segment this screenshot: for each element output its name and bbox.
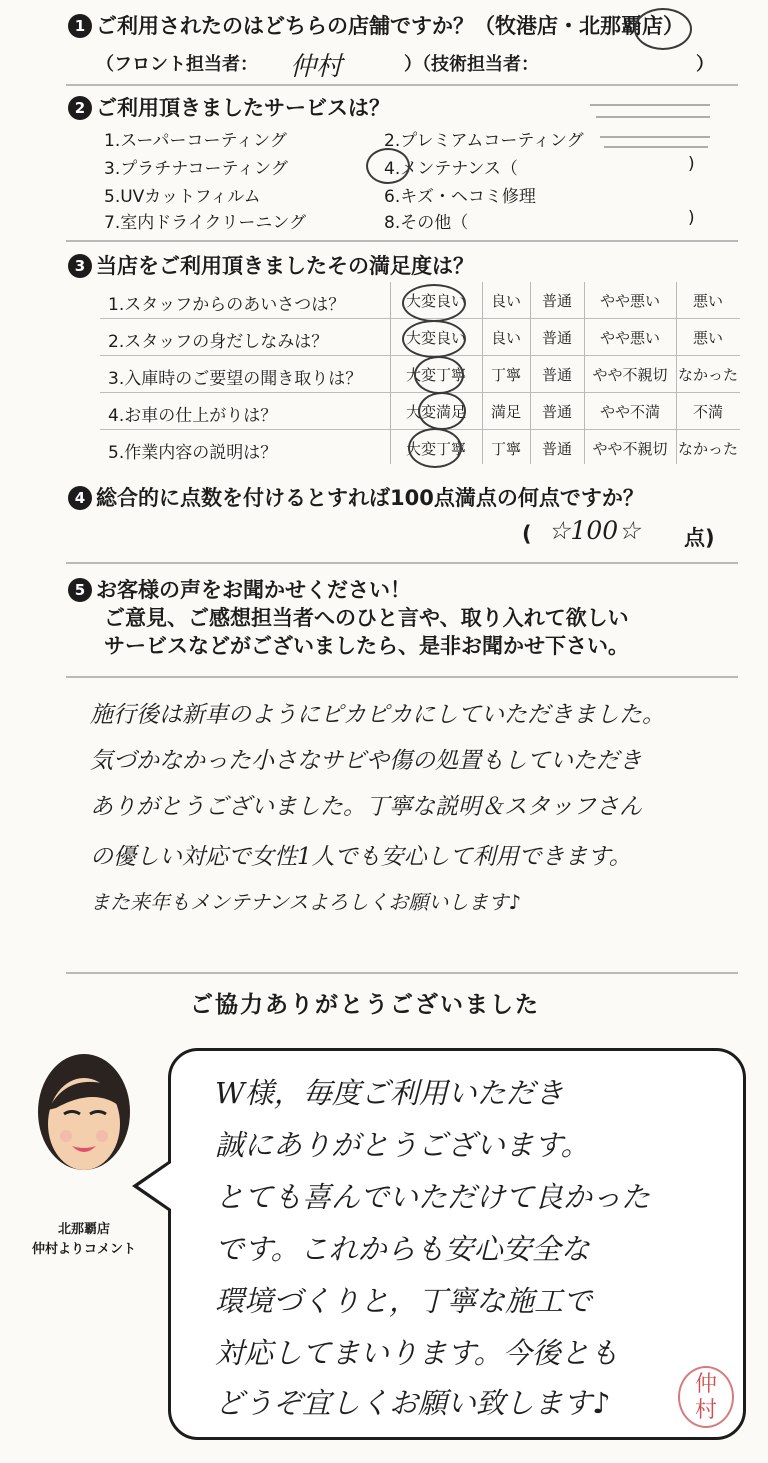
rating-option: 良い <box>490 292 521 310</box>
rating-circle-mark <box>418 392 466 430</box>
reply-line: 対応してまいります。今後とも <box>215 1336 619 1370</box>
cheek <box>96 1130 108 1142</box>
rating-option: 良い <box>490 329 521 347</box>
q1-question <box>68 10 684 40</box>
service-option-4: 4.メンテナンス（ <box>384 159 518 179</box>
rating-option: なかった <box>677 366 738 384</box>
grid-divider <box>530 282 531 464</box>
customer-comment-line: また来年もメンテナンスよろしくお願いします♪ <box>90 890 522 914</box>
rating-option: 普通 <box>541 292 572 310</box>
service-option-8-close: ) <box>688 208 695 228</box>
staff-caption: 仲村よりコメント <box>32 1242 137 1257</box>
reply-line: とても喜んでいただけて良かった <box>215 1180 651 1214</box>
divider-1 <box>66 84 738 86</box>
rating-option: 普通 <box>541 329 572 347</box>
q2-question <box>68 92 390 122</box>
front-staff-label: （フロント担当者： <box>96 54 258 75</box>
rating-option: やや不親切 <box>592 366 668 384</box>
reply-line: W様，毎度ご利用いただき <box>215 1076 564 1110</box>
reply-line: です。これからも安心安全な <box>215 1232 590 1266</box>
q3-text: 当店をご利用頂きましたその満足度は？ <box>96 254 474 278</box>
cheek <box>60 1130 72 1142</box>
row-label: 1.スタッフからのあいさつは？ <box>108 295 346 315</box>
rating-option: 普通 <box>541 366 572 384</box>
score-unit: 点) <box>684 526 715 550</box>
q5-question <box>68 574 411 604</box>
divider-5 <box>66 972 738 974</box>
row-label: 4.お車の仕上がりは？ <box>108 406 278 426</box>
grid-divider <box>482 282 483 464</box>
rating-option: やや悪い <box>599 292 660 310</box>
q3-question <box>68 250 474 280</box>
rating-option: なかった <box>677 440 738 458</box>
store-circle-mark <box>634 8 692 50</box>
row-label: 2.スタッフの身だしなみは？ <box>108 332 329 352</box>
pencil-scribble <box>600 136 710 138</box>
q5-text: お客様の声をお聞かせください！ <box>96 578 411 602</box>
staff-store: 北那覇店 <box>58 1222 111 1237</box>
rating-option: 大変良い <box>405 292 466 310</box>
divider-2 <box>66 240 738 242</box>
q4-number: 4 <box>68 486 92 510</box>
rating-circle-mark <box>402 284 466 322</box>
rating-option: やや悪い <box>599 329 660 347</box>
grid-divider <box>584 282 585 464</box>
rating-option: 大変満足 <box>405 403 466 421</box>
rating-option: 悪い <box>692 292 723 310</box>
row-label: 5.作業内容の説明は？ <box>108 443 278 463</box>
rating-option: 丁寧 <box>490 440 521 458</box>
front-staff-value: 仲村 <box>290 52 343 82</box>
customer-comment-line: ありがとうございました。丁寧な説明＆スタッフさん <box>90 794 642 820</box>
service-option-1: 1.スーパーコーティング <box>104 131 287 151</box>
q2-number: 2 <box>68 96 92 120</box>
reply-line: どうぞ宜しくお願い致します♪ <box>215 1386 611 1420</box>
rating-option: 大変丁寧 <box>405 440 466 458</box>
rating-option: 悪い <box>692 329 723 347</box>
rating-option: やや不満 <box>599 403 660 421</box>
q5-instruction-2: サービスなどがございましたら、是非お聞かせ下さい。 <box>104 634 629 658</box>
rating-option: 大変良い <box>405 329 466 347</box>
q1-number: 1 <box>68 14 92 38</box>
rating-circle-mark <box>402 320 466 358</box>
divider-4 <box>66 676 738 678</box>
reply-line: 環境づくりと，丁寧な施工で <box>215 1284 593 1318</box>
q5-instruction-1: ご意見、ご感想担当者へのひと言や、取り入れて欲しい <box>104 606 629 630</box>
rating-option: 満足 <box>490 403 521 421</box>
rating-option: 不満 <box>692 403 723 421</box>
pencil-scribble <box>604 146 708 148</box>
pencil-scribble <box>590 104 710 106</box>
rating-circle-mark <box>408 428 462 468</box>
rating-option: 大変丁寧 <box>405 366 466 384</box>
service-option-2: 2.プレミアムコーティング <box>384 131 584 151</box>
grid-divider <box>390 282 391 464</box>
rating-option: 普通 <box>541 440 572 458</box>
customer-comment-line: 気づかなかった小さなサビや傷の処置もしていただき <box>90 748 642 774</box>
service-option-6: 6.キズ・ヘコミ修理 <box>384 187 536 207</box>
service-option-4-close: ) <box>688 154 695 174</box>
rating-option: 丁寧 <box>490 366 521 384</box>
q1-text: ご利用されたのはどちらの店舗ですか？（牧港店・北那覇店） <box>96 14 684 38</box>
service-option-7: 7.室内ドライクリーニング <box>104 213 307 233</box>
q4-question <box>68 482 644 512</box>
bubble-tail-fill <box>138 1163 171 1209</box>
rating-option: 普通 <box>541 403 572 421</box>
service-option-8: 8.その他（ <box>384 213 469 233</box>
service-circle-mark <box>366 148 410 184</box>
tech-staff-label: ）（技術担当者： <box>404 54 539 75</box>
grid-divider <box>676 282 677 464</box>
staff-portrait <box>26 1050 142 1200</box>
name-stamp: 仲 村 <box>678 1366 734 1428</box>
score-open: ( <box>522 522 532 546</box>
customer-comment-line: の優しい対応で女性1人でも安心して利用できます。 <box>90 844 632 870</box>
customer-comment-line: 施行後は新車のようにピカピカにしていただきました。 <box>90 702 665 728</box>
thanks-heading: ご協力ありがとうございました <box>190 992 540 1018</box>
service-option-5: 5.UVカットフィルム <box>104 187 261 207</box>
q2-text: ご利用頂きましたサービスは？ <box>96 96 390 120</box>
q3-number: 3 <box>68 254 92 278</box>
service-option-3: 3.プラチナコーティング <box>104 159 288 179</box>
pencil-scribble <box>596 116 710 118</box>
reply-line: 誠にありがとうございます。 <box>215 1128 590 1162</box>
q4-text: 総合的に点数を付けるとすれば100点満点の何点ですか？ <box>96 486 644 510</box>
q5-number: 5 <box>68 578 92 602</box>
row-label: 3.入庫時のご要望の聞き取りは？ <box>108 369 363 389</box>
reply-bubble <box>168 1048 746 1440</box>
rating-option: やや不親切 <box>592 440 668 458</box>
rating-circle-mark <box>414 356 464 394</box>
tech-staff-close: ） <box>696 54 714 75</box>
score-value: ☆100☆ <box>548 516 641 545</box>
divider-3 <box>66 562 738 564</box>
